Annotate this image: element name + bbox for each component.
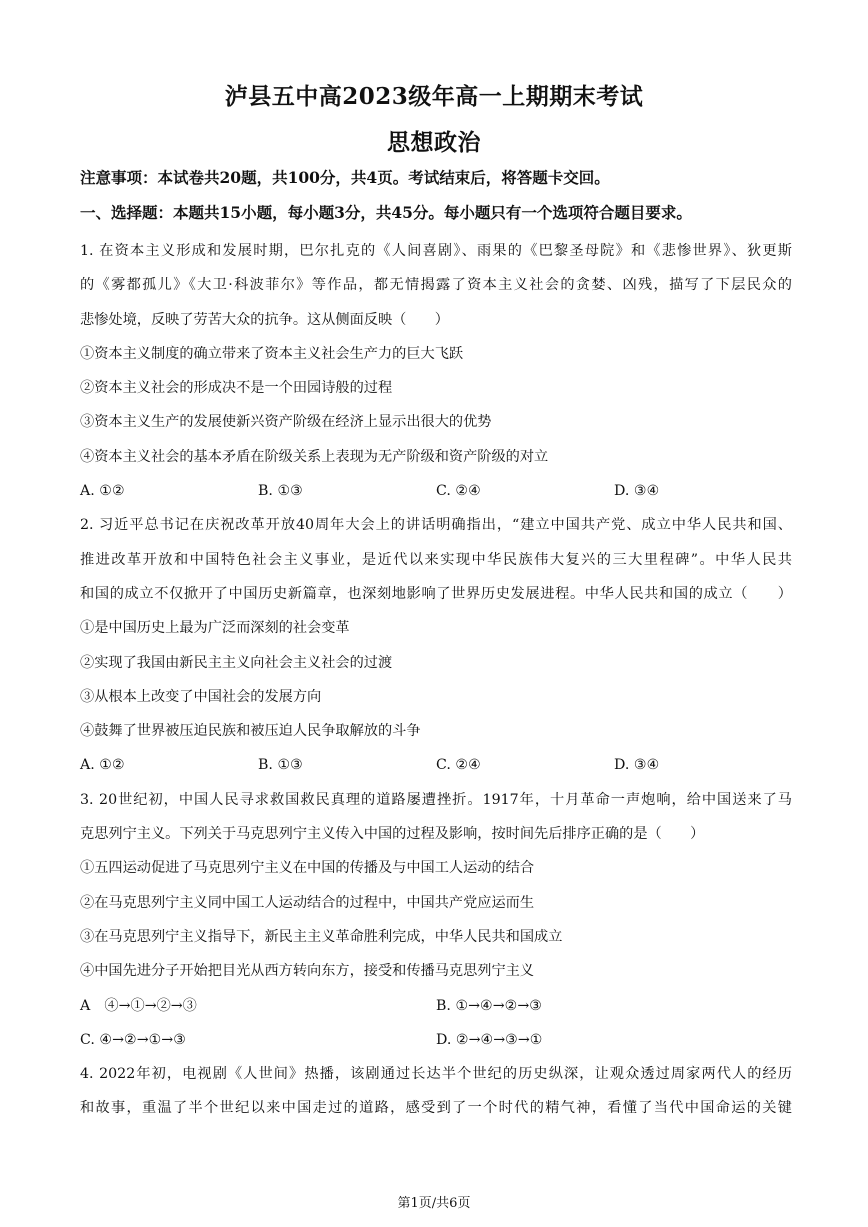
question-list (80, 234, 792, 1126)
section-heading: 一、选择题：本题共15小题，每小题3分，共45分。每小题只有一个选项符合题目要求。 (80, 203, 692, 222)
question-stem-line: 的《雾都孤儿》《大卫·科波菲尔》等作品，都无情揭露了资本主义社会的贪婪、凶残，描写了下层民众的 (80, 277, 792, 294)
question-stem-line: 克思列宁主义。下列关于马克思列宁主义传入中国的过程及影响，按时间先后排序正确的是（ ） (80, 826, 705, 843)
option-d: D. ③④ (614, 757, 660, 774)
statement-item: ①是中国历史上最为广泛而深刻的社会变革 (80, 620, 350, 637)
answer-options (80, 748, 792, 782)
exam-subject: 思想政治 (387, 129, 481, 156)
answer-options (80, 1023, 792, 1057)
question-stem-line: 2. 习近平总书记在庆祝改革开放40周年大会上的讲话明确指出，“建立中国共产党、成立中华人民共和国、 (80, 517, 792, 534)
statement-item: ②实现了我国由新民主主义向社会主义社会的过渡 (80, 654, 393, 671)
statement-item: ③在马克思列宁主义指导下，新民主主义革命胜利完成，中华人民共和国成立 (80, 928, 563, 945)
question-stem-line: 和故事，重温了半个世纪以来中国走过的道路，感受到了一个时代的精气神，看懂了当代中国命运的关键 (80, 1100, 792, 1117)
answer-options (80, 474, 792, 508)
option-c: C. ②④ (436, 483, 481, 500)
page-number: 第1页/共6页 (397, 1196, 471, 1211)
question-4 (80, 1057, 792, 1126)
option-d: D. ③④ (614, 483, 660, 500)
option-b: B. ①→④→②→③ (436, 997, 542, 1014)
statement-item: ④中国先进分子开始把目光从西方转向东方，接受和传播马克思列宁主义 (80, 963, 535, 980)
statement-item: ③资本主义生产的发展使新兴资产阶级在经济上显示出很大的优势 (80, 414, 492, 431)
option-b: B. ①③ (258, 483, 303, 500)
exam-notice: 注意事项：本试卷共20题，共100分，共4页。考试结束后，将答题卡交回。 (80, 168, 610, 187)
statement-item: ①资本主义制度的确立带来了资本主义社会生产力的巨大飞跃 (80, 345, 464, 362)
statement-item: ④鼓舞了世界被压迫民族和被压迫人民争取解放的斗争 (80, 723, 421, 740)
question-stem-line: 推进改革开放和中国特色社会主义事业，是近代以来实现中华民族伟大复兴的三大里程碑”。中华人民共 (80, 551, 792, 568)
option-a: A. ①② (80, 483, 125, 500)
question-2 (80, 508, 792, 782)
question-3 (80, 783, 792, 1057)
statement-item: ③从根本上改变了中国社会的发展方向 (80, 688, 322, 705)
option-d: D. ②→④→③→① (436, 1031, 543, 1048)
statement-item: ①五四运动促进了马克思列宁主义在中国的传播及与中国工人运动的结合 (80, 860, 535, 877)
question-1 (80, 234, 792, 508)
statement-item: ④资本主义社会的基本矛盾在阶级关系上表现为无产阶级和资产阶级的对立 (80, 448, 549, 465)
option-a: A. ①② (80, 757, 125, 774)
exam-title: 泸县五中高2023级年高一上期期末考试 (224, 83, 644, 110)
option-a: A ④→①→②→③ (80, 997, 197, 1014)
question-stem-line: 悲惨处境，反映了劳苦大众的抗争。这从侧面反映（ ） (80, 311, 449, 328)
statement-item: ②资本主义社会的形成决不是一个田园诗般的过程 (80, 380, 393, 397)
option-c: C. ④→②→①→③ (80, 1031, 186, 1048)
question-stem-line: 和国的成立不仅掀开了中国历史新篇章，也深刻地影响了世界历史发展进程。中华人民共和国的成立（ ） (80, 585, 792, 602)
question-stem-line: 3. 20世纪初，中国人民寻求救国救民真理的道路屡遭挫折。1917年，十月革命一声炮响，给中国送来了马 (80, 791, 792, 808)
question-stem-line: 1. 在资本主义形成和发展时期，巴尔扎克的《人间喜剧》、雨果的《巴黎圣母院》和《悲惨世界》、狄更斯 (80, 243, 792, 259)
question-stem-line: 4. 2022年初，电视剧《人世间》热播，该剧通过长达半个世纪的历史纵深，让观众透过周家两代人的经历 (80, 1066, 792, 1083)
answer-options (80, 989, 792, 1023)
option-b: B. ①③ (258, 757, 303, 774)
option-c: C. ②④ (436, 757, 481, 774)
statement-item: ②在马克思列宁主义同中国工人运动结合的过程中，中国共产党应运而生 (80, 894, 535, 911)
